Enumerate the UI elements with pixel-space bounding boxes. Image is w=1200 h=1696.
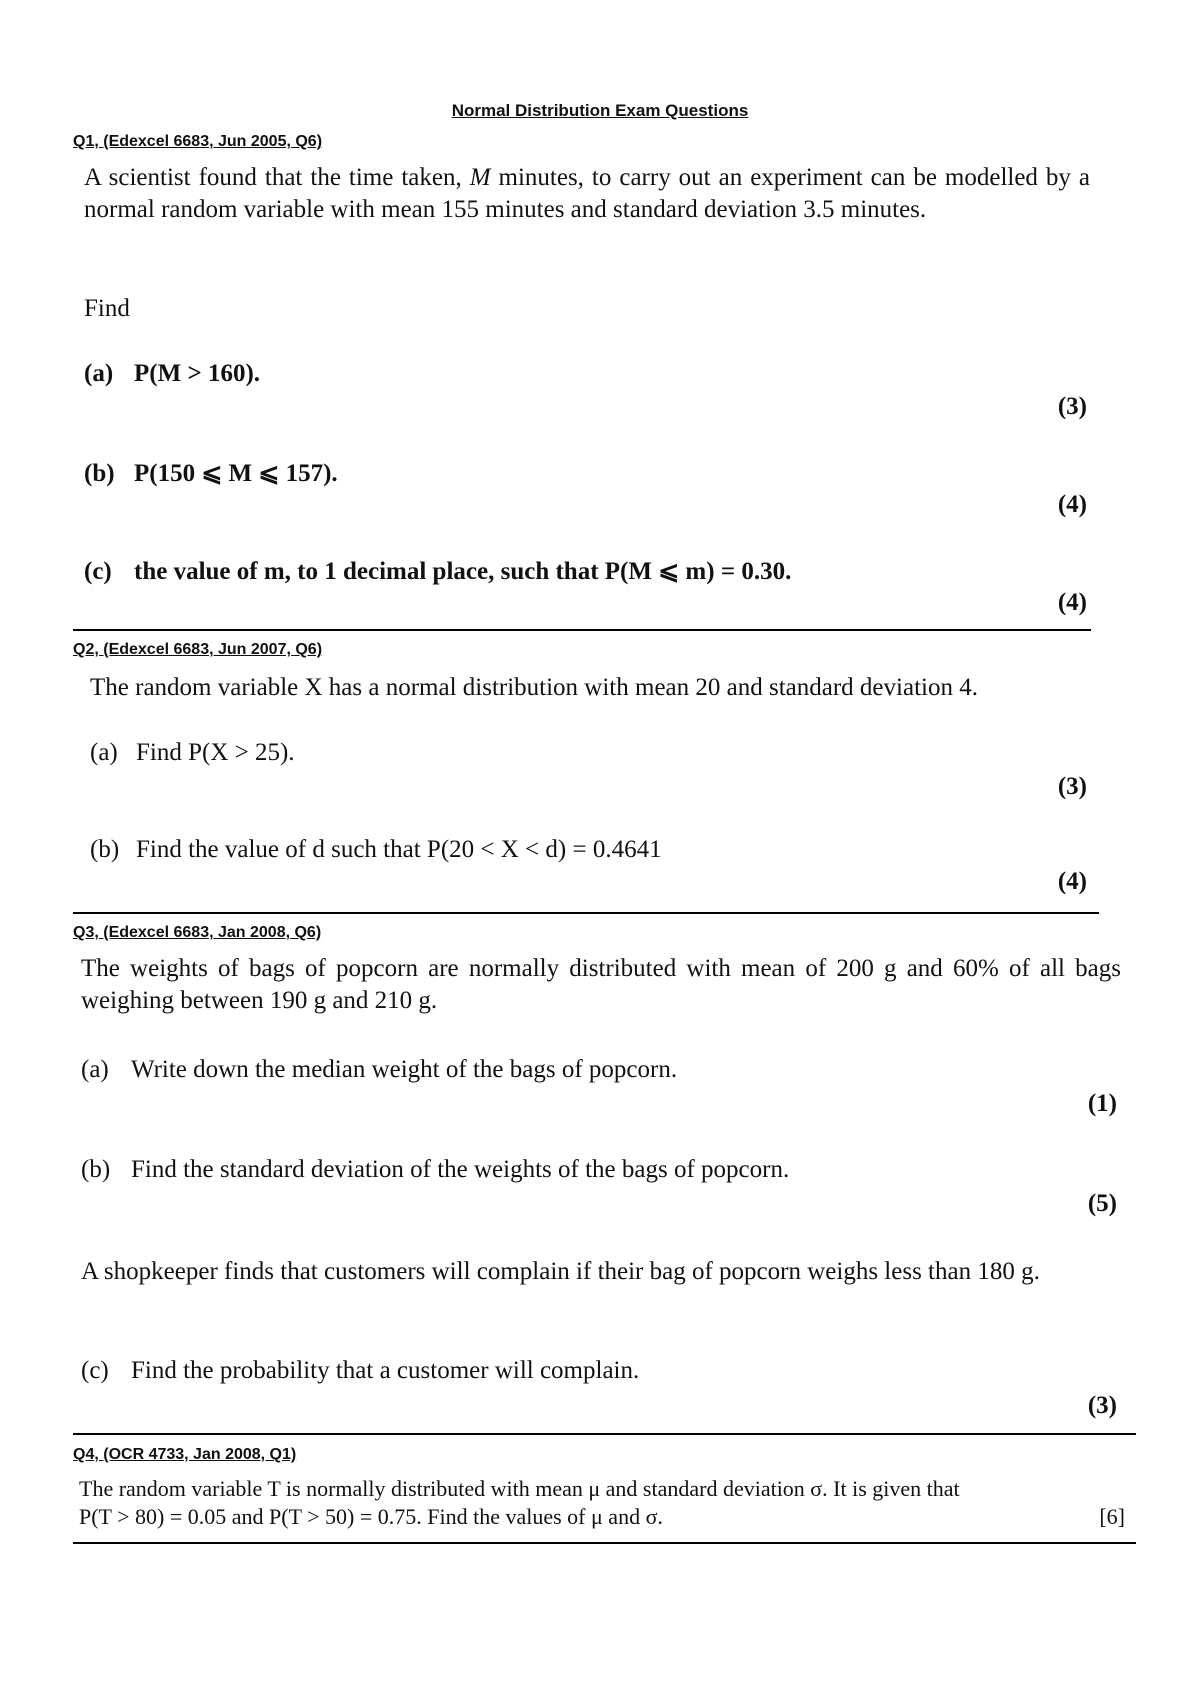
q1-part-c (84, 556, 791, 586)
q3-part-c-label: (c) (81, 1357, 109, 1384)
q2-part-b-label: (b) (90, 836, 120, 863)
q1-part-b-label: (b) (84, 460, 115, 487)
q3-divider (73, 1433, 1136, 1435)
q3-middle: A shopkeeper finds that customers will complain if their bag of popcorn weighs less than 180 g. (81, 1258, 1040, 1285)
q2-part-a-mark: (3) (1057, 773, 1087, 800)
q2-part-a-label: (a) (90, 739, 118, 766)
q1-part-c-label: (c) (84, 558, 112, 585)
q3-part-c-text: Find the probability that a customer will complain. (131, 1357, 640, 1384)
q3-part-b-mark: (5) (1087, 1190, 1117, 1217)
q2-part-b-mark: (4) (1057, 868, 1087, 895)
q4-line1: The random variable T is normally distributed with mean μ and standard deviation σ. It is given that (79, 1476, 960, 1501)
q1-part-c-mark: (4) (1057, 589, 1087, 616)
q3-heading: Q3, (Edexcel 6683, Jan 2008, Q6) (73, 924, 322, 941)
q1-part-b-text: P(150 ⩽ M ⩽ 157). (134, 460, 338, 487)
q2-divider (73, 912, 1099, 914)
q3-part-a-label: (a) (81, 1056, 109, 1083)
q1-part-a (84, 360, 260, 388)
q3-part-b (81, 1156, 789, 1184)
q2-part-b-text: Find the value of d such that P(20 < X < d) = 0.4641 (136, 836, 662, 863)
q3-part-b-text: Find the standard deviation of the weights of the bags of popcorn. (131, 1156, 790, 1183)
q2-intro: The random variable X has a normal distribution with mean 20 and standard deviation 4. (90, 674, 978, 701)
q2-part-a-text: Find P(X > 25). (136, 739, 295, 766)
q1-divider (73, 629, 1091, 631)
q3-part-b-label: (b) (81, 1156, 111, 1183)
q4-line2: P(T > 80) = 0.05 and P(T > 50) = 0.75. Find the values of μ and σ. (79, 1504, 663, 1529)
q3-part-c-mark: (3) (1087, 1392, 1117, 1419)
q1-part-c-text: the value of m, to 1 decimal place, such that P(M ⩽ m) = 0.30. (134, 558, 792, 585)
q1-part-a-label: (a) (84, 360, 114, 387)
q4-divider (73, 1542, 1136, 1544)
q3-part-c (81, 1357, 639, 1385)
q1-intro-1: A scientist found that the time taken, (84, 164, 470, 191)
q1-intro-var: M (469, 164, 491, 191)
q3-part-a (81, 1056, 677, 1084)
q1-part-a-mark: (3) (1057, 393, 1087, 420)
q1-intro (84, 162, 1090, 226)
q4-mark: [6] (1099, 1504, 1125, 1529)
page-title: Normal Distribution Exam Questions (451, 101, 749, 120)
q1-part-b (84, 458, 338, 488)
q1-part-a-text: P(M > 160). (134, 360, 261, 387)
q2-heading: Q2, (Edexcel 6683, Jun 2007, Q6) (73, 641, 323, 658)
q4-heading: Q4, (OCR 4733, Jan 2008, Q1) (73, 1446, 297, 1463)
q3-part-a-text: Write down the median weight of the bags of popcorn. (131, 1056, 678, 1083)
q1-heading: Q1, (Edexcel 6683, Jun 2005, Q6) (73, 133, 323, 150)
q3-part-a-mark: (1) (1087, 1090, 1117, 1117)
q2-part-a (90, 739, 295, 767)
q1-find: Find (84, 295, 130, 322)
q1-intro-2: minutes, to carry out an experiment can be modelled by a normal random variable with mean 155 minutes and standard deviation 3.5 minutes. (84, 164, 1090, 223)
q1-part-b-mark: (4) (1057, 491, 1087, 518)
q2-part-b (90, 836, 662, 864)
q3-intro: The weights of bags of popcorn are normally distributed with mean of 200 g and 60% of all bags weighing between 190 g and 210 g. (81, 955, 1121, 1014)
